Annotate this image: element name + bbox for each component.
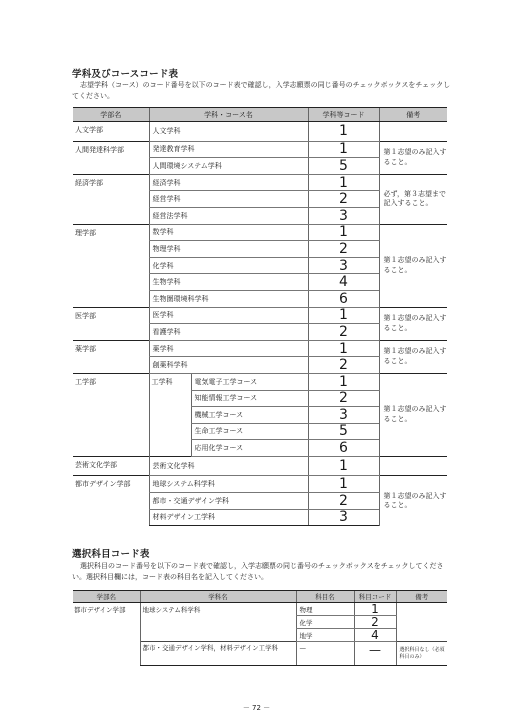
course-code: 6 bbox=[308, 440, 379, 457]
course-name: 地球システム科学科 bbox=[149, 476, 308, 493]
department-name: 工学科 bbox=[149, 373, 191, 456]
course-code: 1 bbox=[308, 307, 379, 324]
table-row bbox=[73, 476, 447, 493]
note-cell: 第１志望のみ記入すること。 bbox=[379, 340, 447, 373]
course-code: 2 bbox=[308, 493, 379, 510]
course-name: 創薬科学科 bbox=[149, 357, 308, 374]
section-intro-course-codes: 志望学科（コース）のコード番号を以下のコード表で確認し，入学志願票の同じ番号のチェックボックスをチェックしてください。 bbox=[72, 81, 451, 100]
note-cell bbox=[379, 122, 447, 142]
header-department: 学科名 bbox=[140, 591, 296, 603]
course-name: 応用化学コース bbox=[191, 440, 308, 457]
note-cell: 第１志望のみ記入すること。 bbox=[379, 476, 447, 526]
course-code: 5 bbox=[308, 423, 379, 440]
course-code: 1 bbox=[308, 224, 379, 241]
course-code: 1 bbox=[308, 174, 379, 191]
course-name: 生物圏環境科学科 bbox=[149, 290, 308, 307]
table-row bbox=[73, 373, 447, 390]
course-name: 看護学科 bbox=[149, 324, 308, 341]
course-name: 薬学科 bbox=[149, 340, 308, 357]
department-name: 都市・交通デザイン学科，材料デザイン工学科 bbox=[140, 642, 296, 666]
table-row bbox=[73, 307, 447, 324]
faculty-name: 都市デザイン学部 bbox=[73, 476, 149, 526]
course-code: 4 bbox=[308, 274, 379, 291]
note-cell bbox=[396, 603, 447, 642]
table-row bbox=[73, 603, 447, 616]
table-header-row bbox=[73, 108, 447, 122]
header-course: 学科・コース名 bbox=[149, 108, 308, 122]
header-note: 備考 bbox=[396, 591, 447, 603]
note-cell bbox=[379, 456, 447, 476]
course-name: 電気電子工学コース bbox=[191, 373, 308, 390]
course-name: 経営法学科 bbox=[149, 207, 308, 224]
header-note: 備考 bbox=[379, 108, 447, 122]
course-name: 材料デザイン工学科 bbox=[149, 509, 308, 526]
course-code: 1 bbox=[308, 373, 379, 390]
subject-code-table bbox=[73, 590, 447, 666]
section-title-course-codes: 学科及びコースコード表 bbox=[72, 69, 179, 80]
course-code: 3 bbox=[308, 509, 379, 526]
course-code: 3 bbox=[308, 257, 379, 274]
note-cell bbox=[396, 642, 447, 666]
course-code: 1 bbox=[308, 456, 379, 476]
course-code: 3 bbox=[308, 207, 379, 224]
note-cell: 必ず，第３志望まで記入すること。 bbox=[379, 174, 447, 224]
course-code: 2 bbox=[308, 390, 379, 407]
table-row bbox=[73, 122, 447, 142]
course-name: 人間環境システム学科 bbox=[149, 158, 308, 175]
subject-name: — bbox=[296, 642, 354, 666]
header-faculty: 学部名 bbox=[73, 108, 149, 122]
header-subject-code: 科目コード bbox=[354, 591, 396, 603]
table-row bbox=[73, 456, 447, 476]
subject-name: 地学 bbox=[296, 629, 354, 642]
faculty-name: 医学部 bbox=[73, 307, 149, 340]
course-name: 知能情報工学コース bbox=[191, 390, 308, 407]
subject-name: 化学 bbox=[296, 616, 354, 629]
faculty-name: 都市デザイン学部 bbox=[74, 606, 126, 614]
course-code: 2 bbox=[308, 241, 379, 258]
table-header-row bbox=[73, 591, 447, 603]
course-code: 2 bbox=[308, 191, 379, 208]
course-code: 1 bbox=[308, 141, 379, 158]
course-code: 2 bbox=[308, 324, 379, 341]
course-code: 1 bbox=[308, 122, 379, 142]
course-name: 生物学科 bbox=[149, 274, 308, 291]
faculty-name: 経済学部 bbox=[73, 174, 149, 224]
course-code: 5 bbox=[308, 158, 379, 175]
course-name: 数学科 bbox=[149, 224, 308, 241]
course-name: 医学科 bbox=[149, 307, 308, 324]
section-intro-subject-codes: 選択科目のコード番号を以下のコード表で確認し，入学志願票の同じ番号のチェックボックスをチェックしてください。選択科目欄には，コード表の科目名を記入してください。 bbox=[72, 562, 444, 581]
note-cell: 第１志望のみ記入すること。 bbox=[379, 141, 447, 174]
faculty-name: 理学部 bbox=[73, 224, 149, 307]
table-row bbox=[73, 141, 447, 158]
faculty-name: 人文学部 bbox=[73, 122, 149, 142]
course-code: 2 bbox=[308, 357, 379, 374]
course-code: 1 bbox=[308, 476, 379, 493]
faculty-name: 人間発達科学部 bbox=[73, 141, 149, 174]
course-name: 人文学科 bbox=[149, 122, 308, 142]
faculty-name: 薬学部 bbox=[73, 340, 149, 373]
course-name: 発達教育学科 bbox=[149, 141, 308, 158]
note-text: 選択科目なし（必須科目のみ） bbox=[399, 647, 445, 660]
header-faculty: 学部名 bbox=[73, 591, 140, 603]
note-cell: 第１志望のみ記入すること。 bbox=[379, 307, 447, 340]
subject-code: — bbox=[354, 642, 396, 666]
subject-code: 1 bbox=[354, 603, 396, 616]
course-name: 芸術文化学科 bbox=[149, 456, 308, 476]
course-code: 3 bbox=[308, 407, 379, 424]
header-subject: 科目名 bbox=[296, 591, 354, 603]
course-name: 経営学科 bbox=[149, 191, 308, 208]
table-row bbox=[73, 174, 447, 191]
course-name: 都市・交通デザイン学科 bbox=[149, 493, 308, 510]
table-row bbox=[73, 340, 447, 357]
faculty-name: 芸術文化学部 bbox=[73, 456, 149, 476]
course-code-table bbox=[73, 107, 447, 526]
subject-code: 2 bbox=[354, 616, 396, 629]
header-code: 学科等コード bbox=[308, 108, 379, 122]
note-cell: 第１志望のみ記入すること。 bbox=[379, 224, 447, 307]
note-cell: 第１志望のみ記入すること。 bbox=[379, 373, 447, 456]
subject-code: 4 bbox=[354, 629, 396, 642]
course-code: 1 bbox=[308, 340, 379, 357]
course-name: 機械工学コース bbox=[191, 407, 308, 424]
page-number: － 72 － bbox=[242, 704, 271, 712]
table-row bbox=[73, 224, 447, 241]
section-title-subject-codes: 選択科目コード表 bbox=[72, 549, 150, 560]
course-name: 経済学科 bbox=[149, 174, 308, 191]
course-name: 生命工学コース bbox=[191, 423, 308, 440]
subject-name: 物理 bbox=[296, 603, 354, 616]
faculty-name: 工学部 bbox=[73, 373, 149, 456]
department-name: 地球システム科学科 bbox=[140, 603, 296, 642]
course-name: 物理学科 bbox=[149, 241, 308, 258]
course-name: 化学科 bbox=[149, 257, 308, 274]
course-code: 6 bbox=[308, 290, 379, 307]
